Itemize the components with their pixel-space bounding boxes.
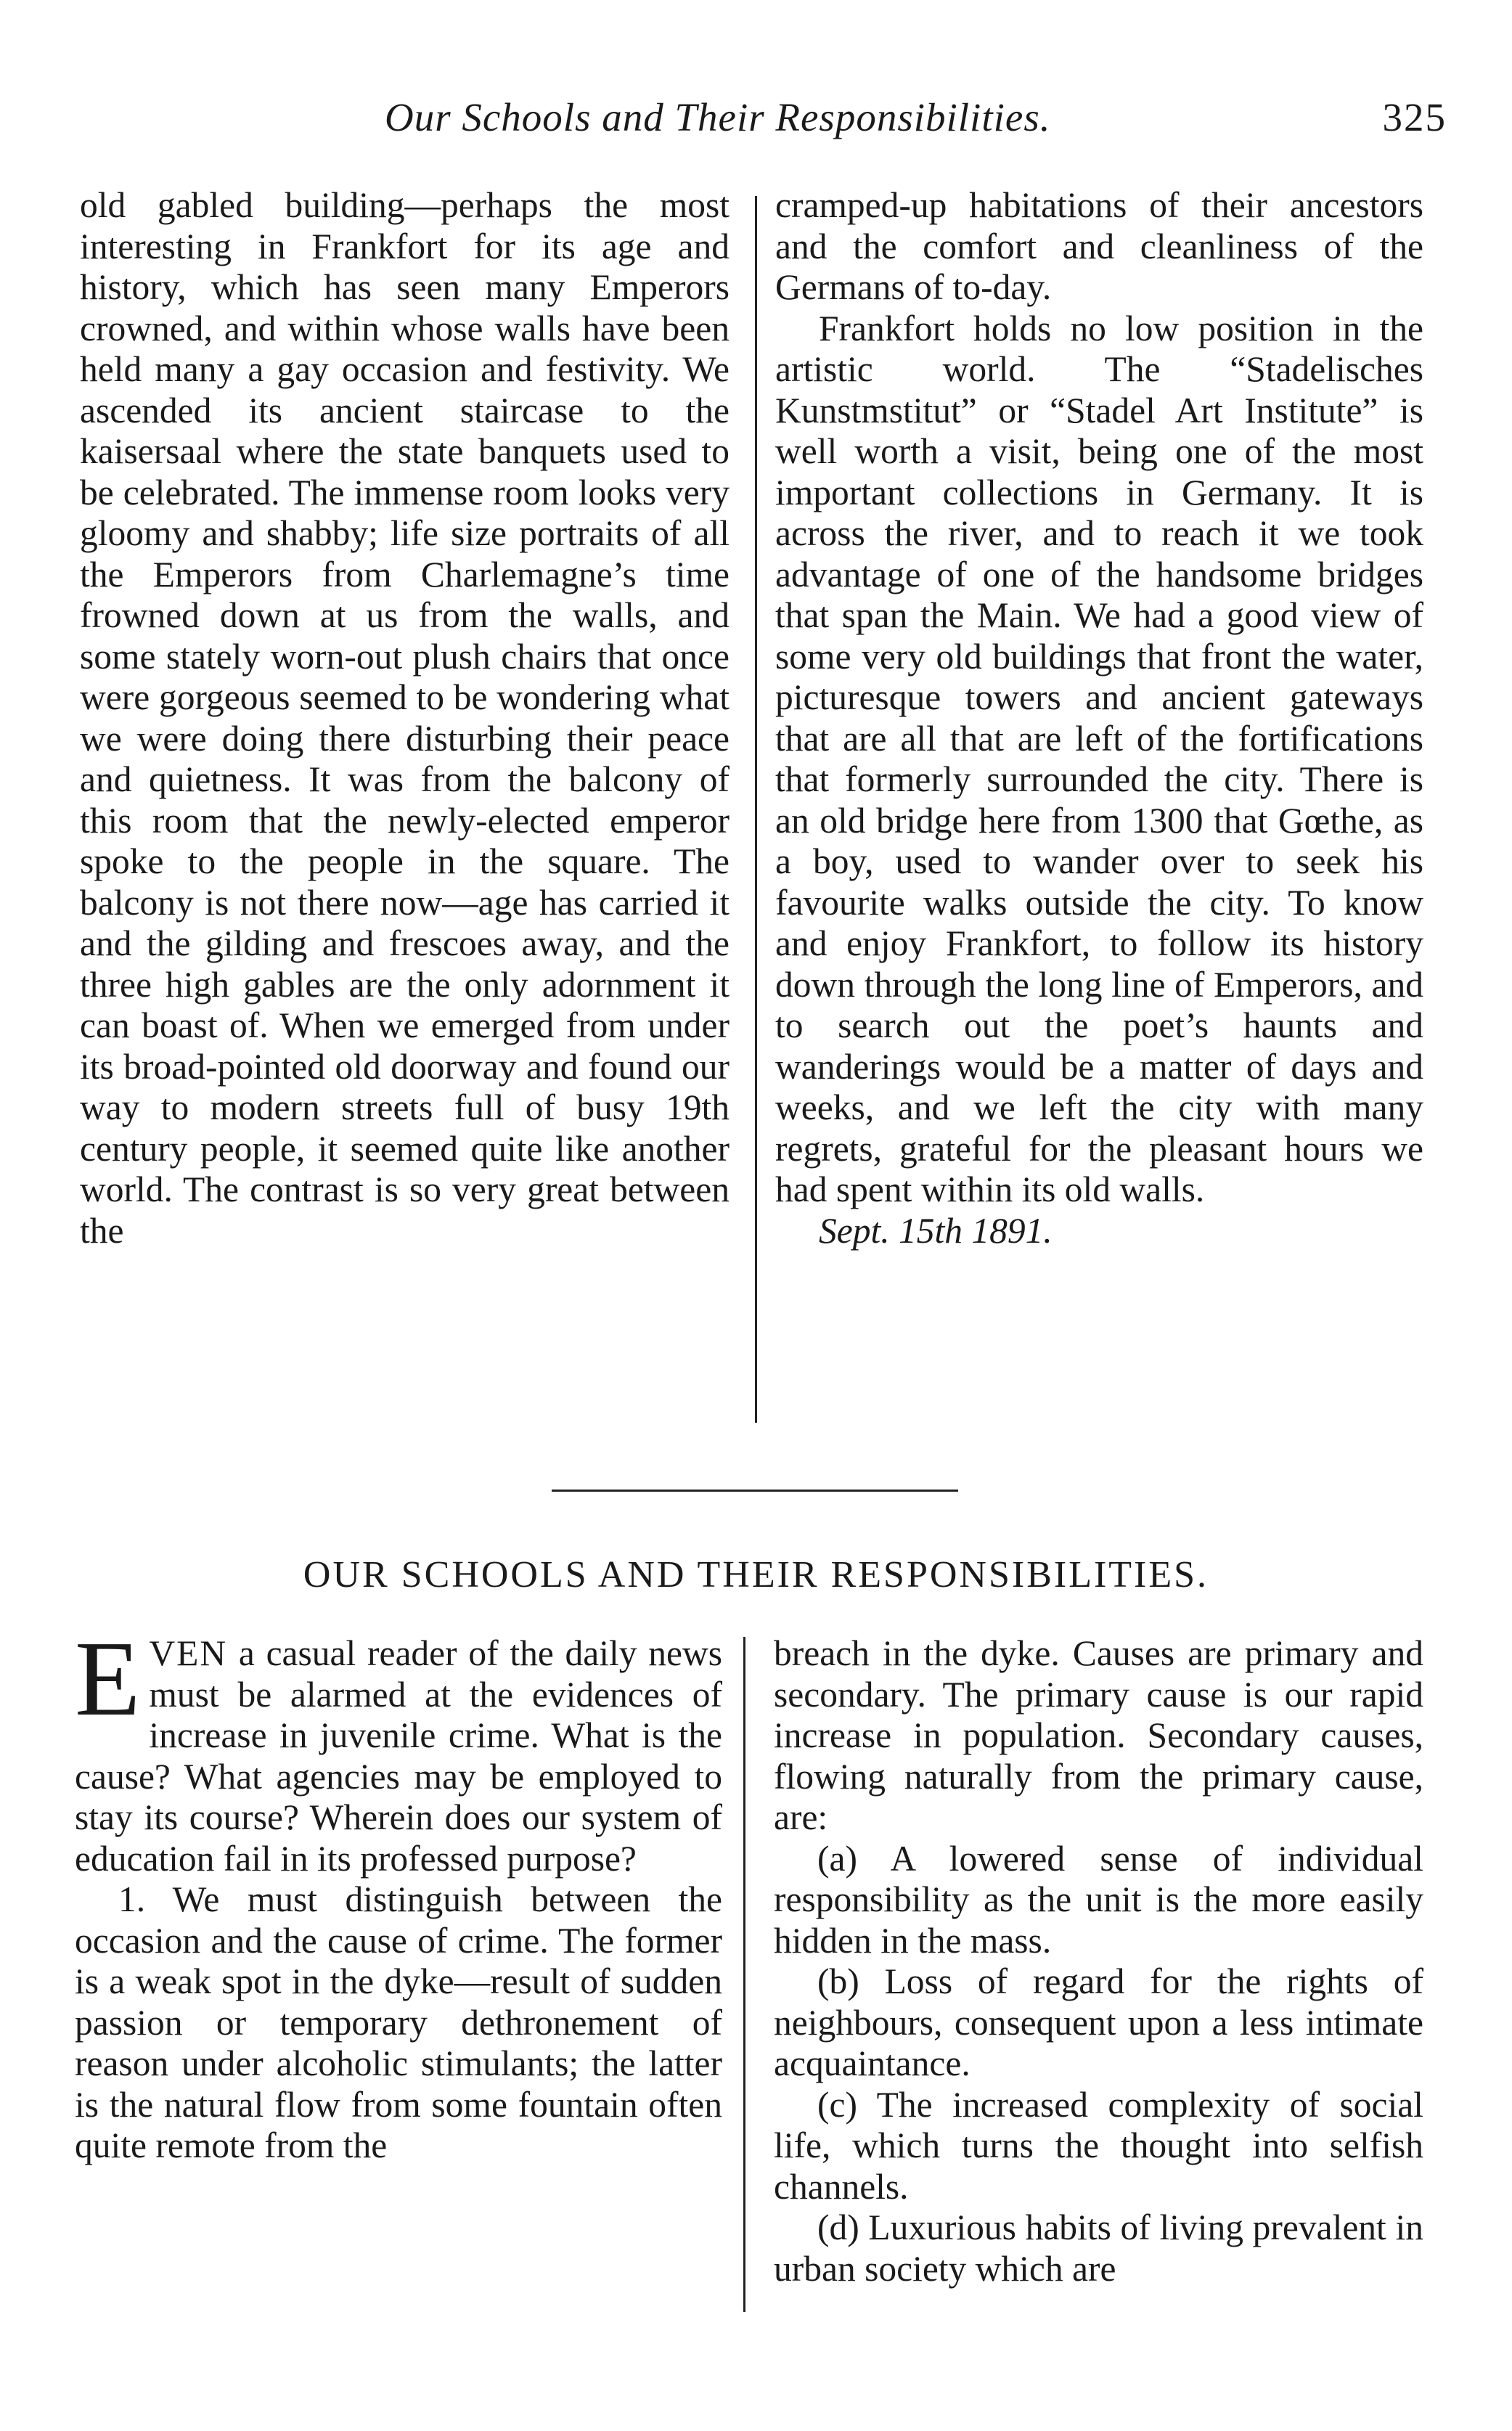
column-rule-bottom [743, 1637, 745, 2312]
bottom-right-paragraph-1: breach in the dyke. Causes are primary and secondary. The primary cause is our rapid increase in population. Secondary causes, flowing naturally from the primary cause, are: [774, 1633, 1423, 1837]
running-head [0, 94, 1512, 160]
page-number: 325 [1382, 95, 1447, 139]
column-rule-top [755, 196, 757, 1423]
top-article-right-column [775, 185, 1423, 1251]
top-left-paragraph: old gabled building—perhaps the most interesting in Frankfort for its age and history, which has seen many Emperors crowned, and within whose walls have been held many a gay occasion and festivity. We ascended its ancient staircase to the kaisersaal where the state banquets used to be celebrated. The immense room looks very gloomy and shabby; life size portraits of all the Emperors from Charlemagne’s time frowned down at us from the walls, and some stately worn-out plush chairs that once were gorgeous seemed to be wondering what we were doing there disturbing their peace and quietness. It was from the balcony of this room that the newly-elected emperor spoke to the people in the square. The balcony is not there now—age has carried it and the gilding and frescoes away, and the three high gables are the only adornment it can boast of. When we emerged from under its broad-pointed old doorway and found our way to modern streets full of busy 19th century people, it seemed quite like another world. The contrast is so very great between the [80, 185, 730, 1251]
top-article-left-column [80, 185, 730, 1251]
bottom-left-paragraph-2: 1. We must distinguish between the occasion and the cause of crime. The former is a weak spot in the dyke—result of sudden passion or temporary dethronement of reason under alcoholic stimulants; the latter is the natural flow from some fountain often quite remote from the [75, 1879, 722, 2165]
bottom-right-paragraph-5: (d) Luxurious habits of living prevalent in urban society which are [774, 2207, 1423, 2289]
bottom-article-left-column [75, 1619, 722, 2167]
dateline: Sept. 15th 1891. [819, 1210, 1053, 1251]
bottom-left-paragraph-1-text: a casual reader of the daily news must be alarmed at the evidences of increase in juvenile crime. What is the cause? What agencies may be employed to stay its course? Wherein does our system of education fail in its professed purpose? [75, 1633, 722, 1879]
bottom-article-right-column [774, 1633, 1423, 2289]
running-title: Our Schools and Their Responsibilities. [385, 95, 1051, 139]
bottom-right-paragraph-4: (c) The increased complexity of social life, which turns the thought into selfish channels. [774, 2084, 1423, 2207]
section-heading: OUR SCHOOLS AND THEIR RESPONSIBILITIES. [303, 1554, 1209, 1596]
drop-cap: E [75, 1619, 141, 1739]
bottom-right-paragraph-2: (a) A lowered sense of individual responsibility as the unit is the more easily hidden in the mass. [774, 1838, 1423, 1961]
bottom-right-paragraph-3: (b) Loss of regard for the rights of neighbours, consequent upon a less intimate acquaintance. [774, 1961, 1423, 2083]
bottom-left-paragraph-1 [75, 1619, 722, 1879]
top-right-paragraph-1: cramped-up habitations of their ancestors and the comfort and cleanliness of the Germans of to-day. [775, 185, 1423, 307]
section-separator-rule [552, 1490, 958, 1492]
lead-caps: VEN [149, 1633, 228, 1673]
top-right-paragraph-2: Frankfort holds no low position in the artistic world. The “Stadelisches Kunstmstitut” or “Stadel Art Institute” is well worth a visit, being one of the most important collections in Germany. It is across the river, and to reach it we took advantage of one of the handsome bridges that span the Main. We had a good view of some very old buildings that front the water, picturesque towers and ancient gateways that are all that are left of the fortifications that formerly surrounded the city. There is an old bridge here from 1300 that Gœthe, as a boy, used to wander over to seek his favourite walks outside the city. To know and enjoy Frankfort, to follow its history down through the long line of Emperors, and to search out the poet’s haunts and wanderings would be a matter of days and weeks, and we left the city with many regrets, grateful for the pleasant hours we had spent within its old walls. [775, 308, 1423, 1209]
